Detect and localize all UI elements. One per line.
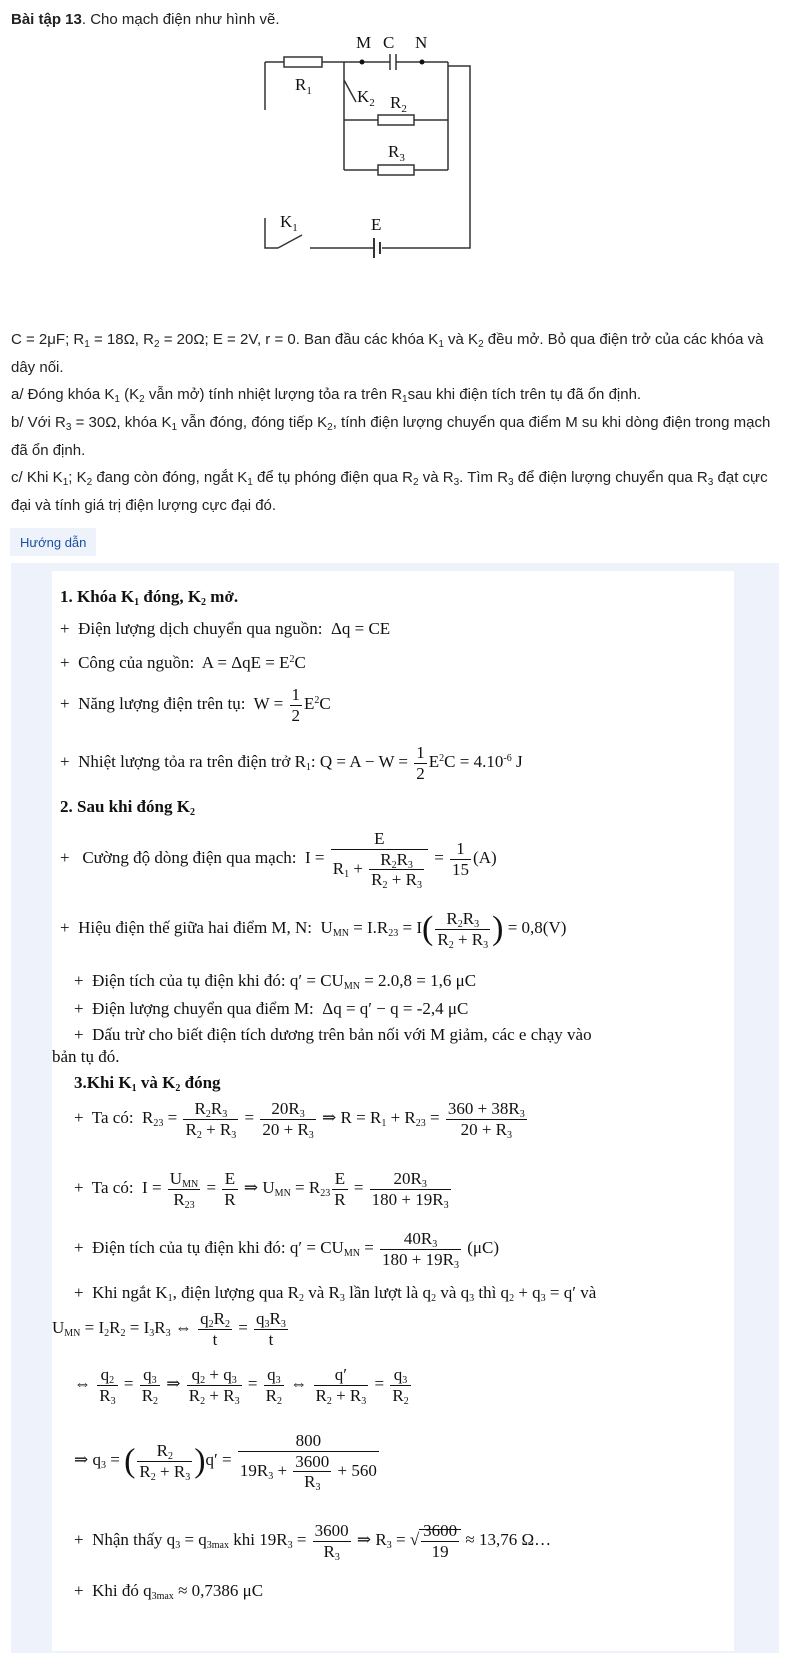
s2-line-3: + Điện tích của tụ điện khi đó: $q' = CU_{MN} = 2.0,8 = 1,6$ μC xyxy=(74,971,477,992)
s3-line-6: ⇔ $\frac{q_2}{R_3}$ = $\frac{q_3}{R_2}$ ⇒ $\frac{q_2 + q_3}{R_2 + R_3}$ = $\frac{q_3}{R_2}$ ⇔ $\frac{q'}{R_2 + R_3}$ = $\frac{q_3}{R_2}$ xyxy=(74,1365,409,1407)
s1-line-2: + Công của nguồn: $A = \Delta qE = E^2C$ xyxy=(60,653,306,672)
label-n: N xyxy=(415,33,428,52)
label-r2: $R_2$ xyxy=(390,93,407,115)
node-m xyxy=(360,60,365,65)
resistor-r2 xyxy=(378,115,414,125)
question-b: b/ Với $R_3 = 30\Omega$, khóa $K_1$ vẫn đóng, đóng tiếp $K_2$, tính điện lượng chuyển qua điểm M su khi dòng điện trong mạch đã ổn định. xyxy=(11,414,771,459)
s3-line-1: + Ta có: $R_{23}$ = $\frac{R_2R_3}{R_2 + R_3}$ = $\frac{20R_3}{20 + R_3}$ ⇒ $R = R_1 + R_{23}$ = $\frac{360 + 38R_3}{20 + R_3}$ xyxy=(74,1099,525,1141)
node-n xyxy=(420,60,425,65)
s2-line-6: bản tụ đó. xyxy=(52,1047,120,1066)
label-r3: $R_3$ xyxy=(388,142,405,164)
problem-intro: . Cho mạch điện như hình vẽ. xyxy=(81,11,280,28)
label-e: E xyxy=(371,215,382,234)
label-c: C xyxy=(383,33,395,52)
s2-line-2: + Hiệu điện thế giữa hai điểm M, N: $U_{MN} = I.R_{23} = I$( $\frac{R_2R_3}{R_2 + R_3}$ ) = 0,8(V) xyxy=(60,909,567,951)
s1-line-1: + Điện lượng dịch chuyển qua nguồn: Δq = CE xyxy=(60,619,391,638)
s3-line-9: + Khi đó $q_{3max} \approx 0,7386$ μC xyxy=(74,1581,264,1602)
label-k1: $K_1$ xyxy=(280,212,298,234)
section-1-title: 1. Khóa $K_1$ đóng, $K_2$ mở. xyxy=(60,587,239,608)
label-m: M xyxy=(356,33,372,52)
given-data: C = 2μF; $R_1 = 18\Omega$, $R_2 = 20\Omega$; E = 2V, r = 0. Ban đầu các khóa $K_1$ và $K_2$ đều mở. Bỏ qua điện trở của các khóa và dây nối. xyxy=(11,331,764,376)
label-r1: $R_1$ xyxy=(295,75,312,97)
question-a: a/ Đóng khóa $K_1$ ($K_2$ vẫn mở) tính nhiệt lượng tỏa ra trên $R_1sau$ khi điện tích trên tụ đã ổn định. xyxy=(11,386,642,405)
s3-line-2: + Ta có: I = $\frac{U_{MN}}{R_{23}}$ = $\frac{E}{R}$ ⇒ $U_{MN} = R_{23}$ $\frac{E}{R}$ = $\frac{20R_3}{180 + 19R_3}$ xyxy=(74,1169,449,1211)
section-2-title: 2. Sau khi đóng $K_2$ xyxy=(60,797,195,818)
s1-line-3: + Năng lượng điện trên tụ: W = $\frac{1}{2}$ $E^2C$ xyxy=(60,685,331,725)
problem-label: Bài tập 13 xyxy=(11,11,82,28)
s3-line-3: + Điện tích của tụ điện khi đó: $q' = CU_{MN}$ = $\frac{40R_3}{180 + 19R_3}$ (μC) xyxy=(74,1229,500,1271)
hint-button[interactable]: Hướng dẫn xyxy=(10,528,96,556)
s2-line-5: + Dấu trừ cho biết điện tích dương trên bản nối với M giảm, các e chạy vào xyxy=(74,1025,592,1044)
resistor-r1 xyxy=(284,57,322,67)
resistor-r3 xyxy=(378,165,414,175)
s3-line-7: ⇒ $q_3$ = ( $\frac{R_2}{R_2 + R_3}$ )q′ = 800 $19R_3$ + $\frac{3600}{R_3}$ + 560 xyxy=(74,1431,377,1494)
s2-line-4: + Điện lượng chuyển qua điểm M: Δq = q′ − q = -2,4 μC xyxy=(74,999,469,1018)
s2-line-1: + Cường độ dòng điện qua mạch: I = E $R_1$ + $\frac{R_2R_3}{R_2 + R_3}$ = $\frac{1}{15}$ (A) xyxy=(60,829,497,892)
s3-line-5: $U_{MN} = I_2R_2 = I_3R_3$ ⇔ $\frac{q_2R_2}{t}$ = $\frac{q_3R_3}{t}$ xyxy=(52,1309,286,1349)
s1-line-4: + Nhiệt lượng tỏa ra trên điện trở $R_1$: Q = A − W = $\frac{1}{2}$ $E^2C = 4.10^{-6}$ J xyxy=(60,743,523,783)
label-k2: $K_2$ xyxy=(357,87,375,109)
question-c: c/ Khi $K_1$; $K_2$ đang còn đóng, ngắt $K_1$ để tụ phóng điện qua $R_2$ và $R_3$. Tìm $R_3$ để điện lượng chuyển qua $R_3$ đạt cực đại và tính giá trị điện lượng cực đại đó. xyxy=(11,469,768,514)
solution-content xyxy=(52,571,734,1651)
section-3-title: 3.Khi $K_1$ và $K_2$ đóng xyxy=(74,1073,221,1094)
s3-line-8: + Nhận thấy $q_3 = q_{3max}$ khi $19R_3$ = $\frac{3600}{R_3}$ ⇒ $R_3$ = √ $\frac{3600}{19}$ ≈ 13,76 Ω… xyxy=(74,1521,552,1563)
s3-line-4: + Khi ngắt $K_1$, điện lượng qua $R_2$ và $R_3$ lần lượt là $q_2$ và $q_3$ thì $q_2 + q_3 = q'$ và xyxy=(74,1283,597,1304)
circuit-diagram xyxy=(262,30,502,280)
